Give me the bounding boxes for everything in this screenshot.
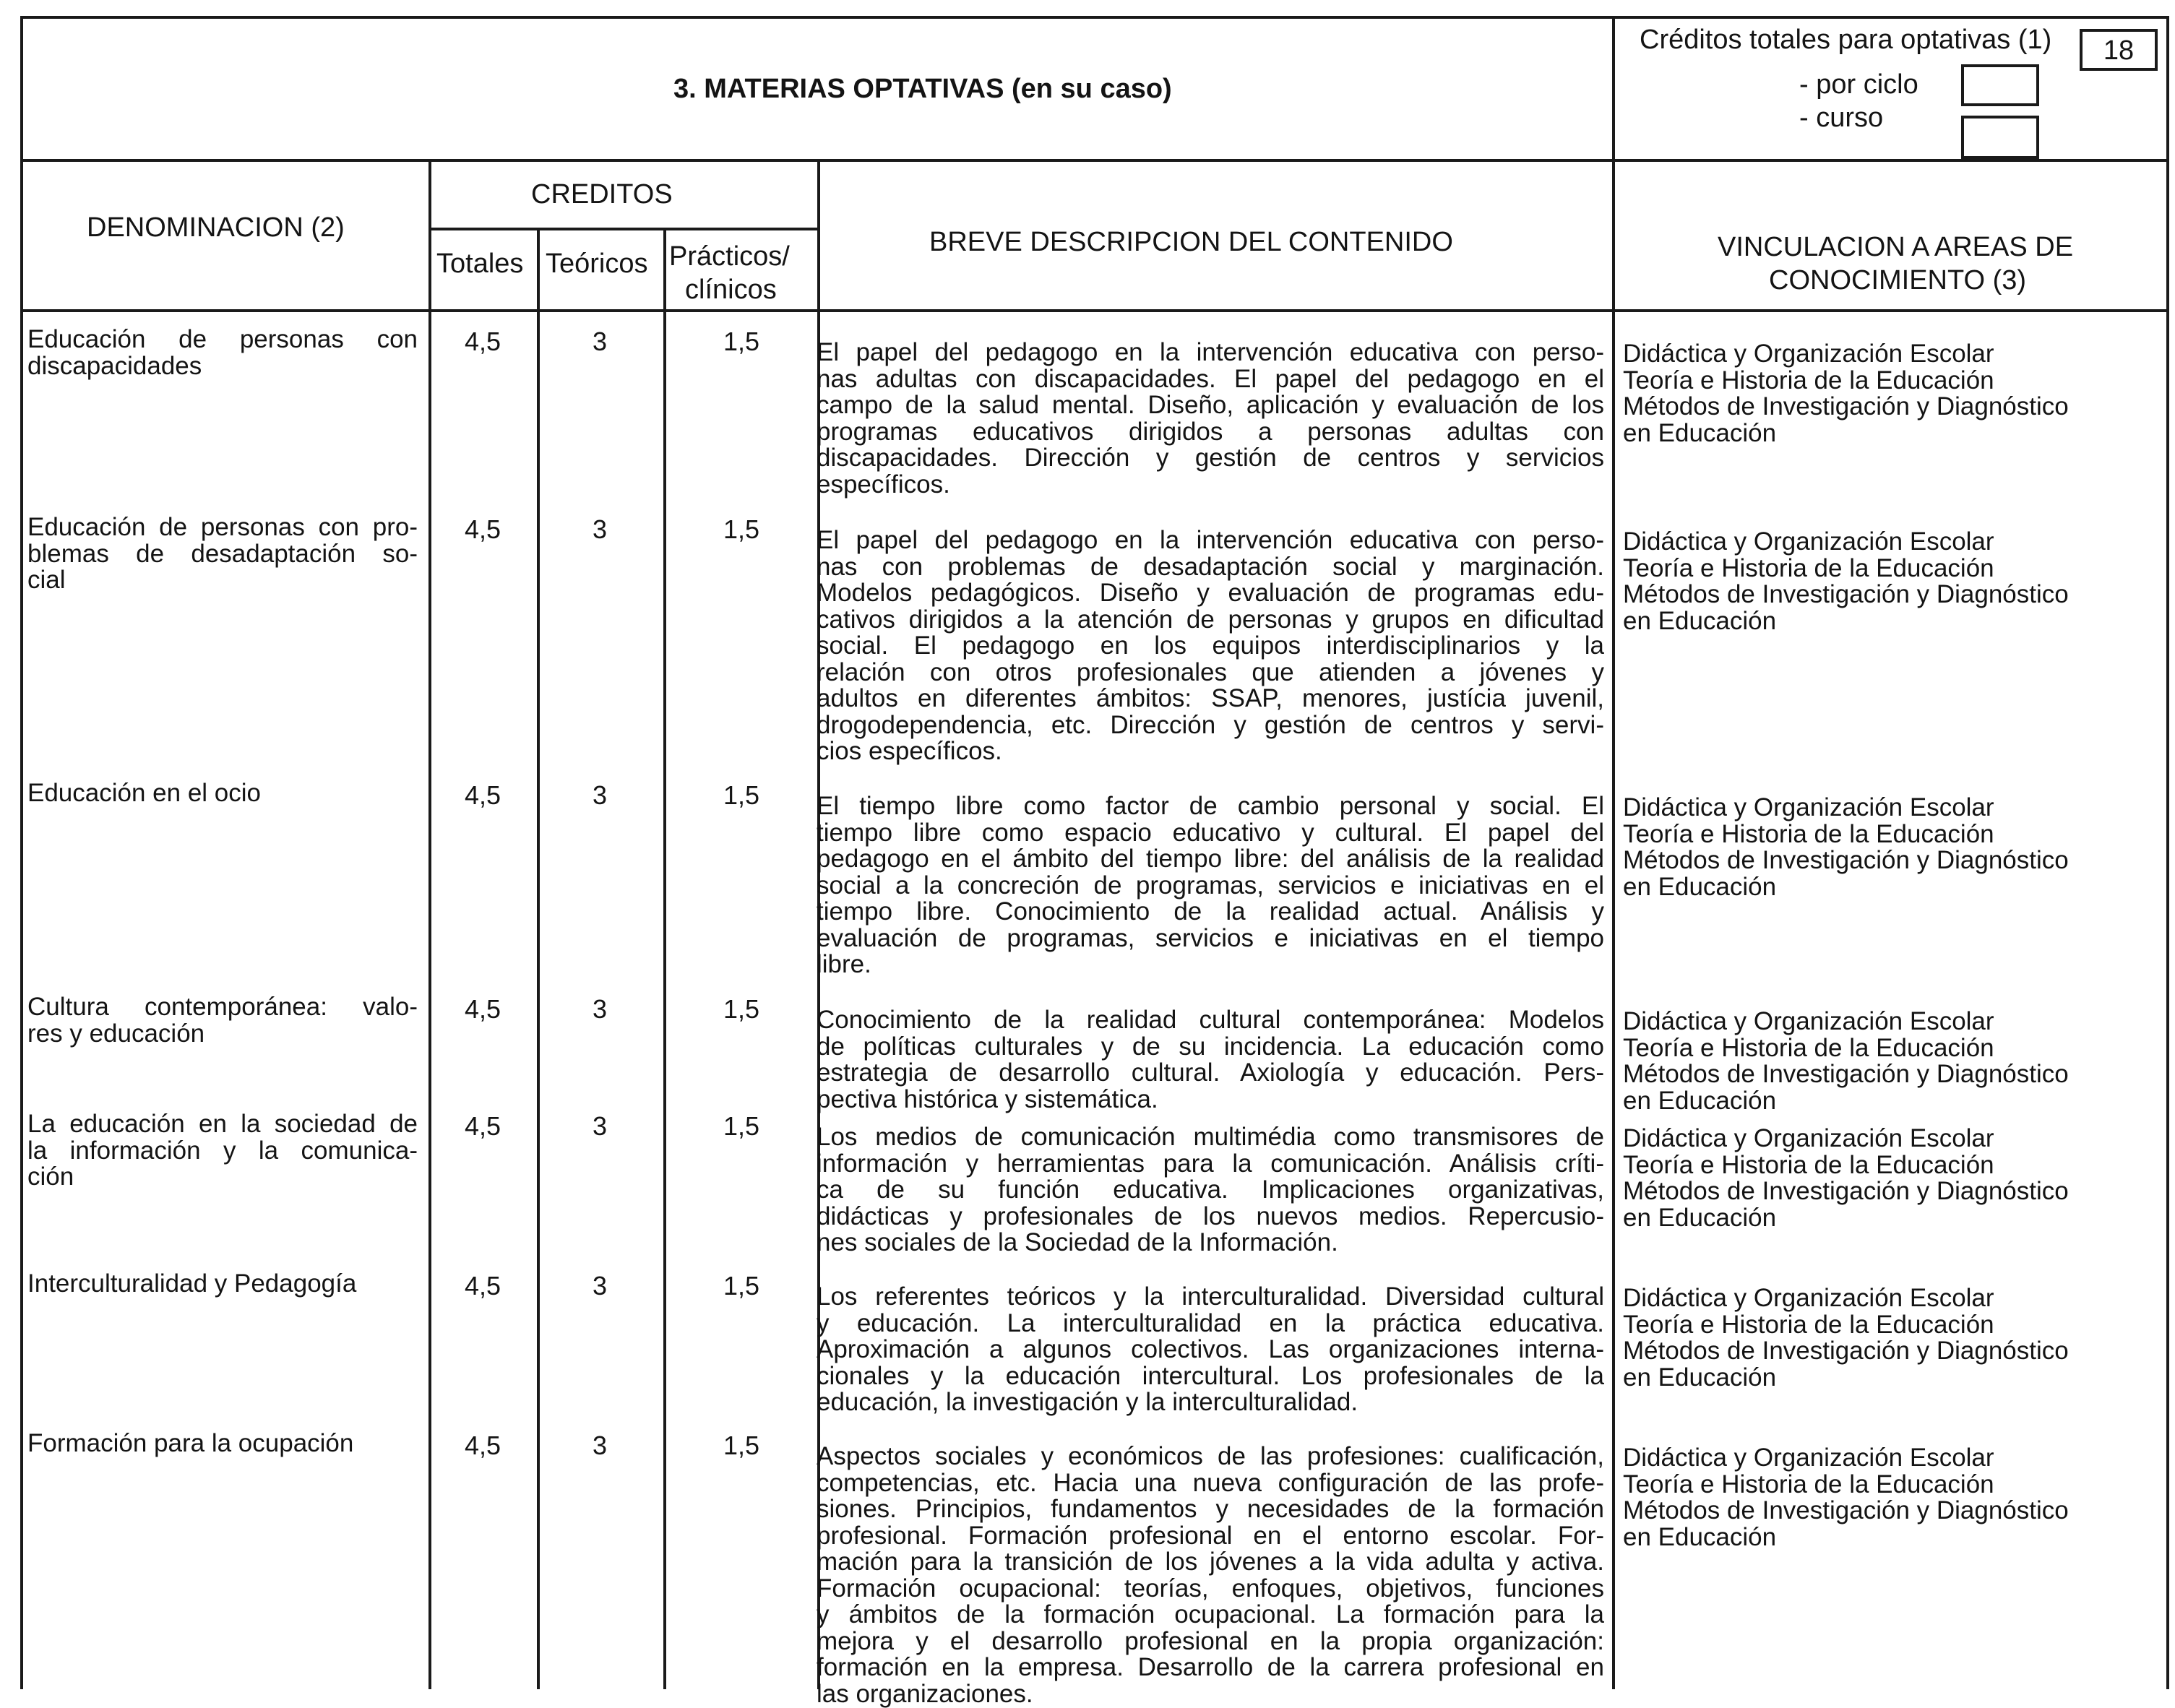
descripcion-line: Modelos pedagógicos. Diseño y evaluación de programas edu- bbox=[817, 579, 1604, 607]
practicos-value: 1,5 bbox=[723, 1431, 760, 1460]
curso-label: - curso bbox=[1799, 103, 1884, 133]
descripcion-line: educación, la investigación y la interculturalidad. bbox=[817, 1388, 1358, 1416]
area-conocimiento-line: Didáctica y Organización Escolar bbox=[1623, 793, 1994, 821]
table-border-top bbox=[20, 16, 2169, 19]
denominacion-line: Formación para la ocupación bbox=[27, 1429, 354, 1457]
teoricos-value: 3 bbox=[592, 780, 608, 810]
area-conocimiento-line: Métodos de Investigación y Diagnóstico bbox=[1623, 580, 2069, 608]
area-conocimiento-line: Teoría e Historia de la Educación bbox=[1623, 1150, 1994, 1179]
descripcion-line: competencias, etc. Hacia una nueva configuración de las profe- bbox=[817, 1468, 1604, 1497]
area-conocimiento-line: en Educación bbox=[1623, 1363, 1777, 1392]
area-conocimiento-line: Didáctica y Organización Escolar bbox=[1623, 340, 1994, 368]
descripcion-line: información y herramientas para la comunicación. Análisis críti- bbox=[817, 1149, 1604, 1178]
por-ciclo-label: - por ciclo bbox=[1799, 69, 1918, 100]
descripcion-line: drogodependencia, etc. Dirección y gestión de centros y servi- bbox=[817, 710, 1604, 739]
creditos-divider bbox=[428, 228, 820, 230]
areas-column-line bbox=[1612, 16, 1615, 1689]
table-border-left bbox=[20, 16, 23, 1689]
header-totales: Totales bbox=[436, 249, 524, 279]
column-header-divider bbox=[20, 309, 2169, 312]
descripcion-line: cativos dirigidos a la atención de personas y grupos en dificultad bbox=[817, 605, 1604, 634]
header-vinculacion-line2: CONOCIMIENTO (3) bbox=[1769, 265, 2027, 296]
header-practicos-line1: Prácticos/ bbox=[669, 241, 790, 272]
denominacion-line: Educación de personas con bbox=[27, 325, 418, 353]
totales-value: 4,5 bbox=[464, 514, 501, 544]
denominacion-line: res y educación bbox=[27, 1019, 205, 1048]
header-vinculacion-line1: VINCULACION A AREAS DE bbox=[1718, 232, 2074, 262]
area-conocimiento-line: Didáctica y Organización Escolar bbox=[1623, 1444, 1994, 1472]
header-divider bbox=[20, 159, 2169, 162]
practicos-column-line bbox=[663, 228, 666, 1689]
area-conocimiento-line: Teoría e Historia de la Educación bbox=[1623, 553, 1994, 582]
area-conocimiento-line: Didáctica y Organización Escolar bbox=[1623, 1007, 1994, 1035]
denominacion-line: ción bbox=[27, 1163, 74, 1191]
descripcion-line: cionales y la educación intercultural. Los profesionales de la bbox=[817, 1361, 1604, 1390]
descripcion-line: estrategia de desarrollo cultural. Axiología y educación. Pers- bbox=[817, 1058, 1604, 1087]
area-conocimiento-line: en Educación bbox=[1623, 1522, 1777, 1551]
curso-box bbox=[1961, 116, 2039, 159]
area-conocimiento-line: Teoría e Historia de la Educación bbox=[1623, 1470, 1994, 1498]
teoricos-column-line bbox=[537, 228, 540, 1689]
header-practicos-line2: clínicos bbox=[685, 275, 777, 305]
descripcion-line: discapacidades. Dirección y gestión de centros y servicios bbox=[817, 444, 1604, 472]
descripcion-line: de políticas culturales y de su incidencia. La educación como bbox=[817, 1032, 1604, 1061]
totales-value: 4,5 bbox=[464, 1271, 501, 1301]
totales-value: 4,5 bbox=[464, 327, 501, 356]
descripcion-line: las organizaciones. bbox=[817, 1679, 1033, 1708]
descripcion-line: pectiva histórica y sistemática. bbox=[817, 1084, 1158, 1113]
denominacion-line: Educación en el ocio bbox=[27, 779, 261, 807]
descripcion-line: y educación. La interculturalidad en la práctica educativa. bbox=[817, 1308, 1604, 1337]
area-conocimiento-line: Teoría e Historia de la Educación bbox=[1623, 819, 1994, 848]
creditos-totales-box bbox=[2080, 29, 2158, 71]
descripcion-line: específicos. bbox=[817, 470, 950, 499]
descripcion-line: mación para la transición de los jóvenes a la vida adulta y activa. bbox=[817, 1548, 1604, 1576]
descripcion-line: y ámbitos de la formación ocupacional. La formación para la bbox=[817, 1600, 1604, 1629]
table-border-right bbox=[2166, 16, 2169, 1689]
descripcion-line: formación en la empresa. Desarrollo de la carrera profesional en bbox=[817, 1653, 1604, 1681]
descripcion-line: Aspectos sociales y económicos de las profesiones: cualificación, bbox=[817, 1442, 1604, 1470]
descripcion-line: campo de la salud mental. Diseño, aplicación y evaluación de los bbox=[817, 391, 1604, 419]
descripcion-line: mejora y el desarrollo profesional en la propia organización: bbox=[817, 1626, 1604, 1655]
denominacion-line: Cultura contemporánea: valo- bbox=[27, 993, 418, 1021]
descripcion-line: tiempo libre. Conocimiento de la realidad actual. Análisis y bbox=[817, 897, 1604, 926]
header-teoricos: Teóricos bbox=[546, 249, 648, 279]
descripcion-line: ca de su función educativa. Implicaciones organizativas, bbox=[817, 1176, 1604, 1204]
area-conocimiento-line: en Educación bbox=[1623, 872, 1777, 901]
area-conocimiento-line: Didáctica y Organización Escolar bbox=[1623, 527, 1994, 556]
descripcion-line: nes sociales de la Sociedad de la Información. bbox=[817, 1228, 1338, 1256]
denominacion-line: la información y la comunica- bbox=[27, 1136, 418, 1165]
totales-value: 4,5 bbox=[464, 1111, 501, 1141]
descripcion-line: nas adultas con discapacidades. El papel del pedagogo en el bbox=[817, 364, 1604, 393]
optativas-table bbox=[20, 16, 2169, 1708]
area-conocimiento-line: en Educación bbox=[1623, 1203, 1777, 1232]
totales-value: 4,5 bbox=[464, 780, 501, 810]
teoricos-value: 3 bbox=[592, 1431, 608, 1460]
teoricos-value: 3 bbox=[592, 994, 608, 1024]
descripcion-line: siones. Principios, fundamentos y necesidades de la formación bbox=[817, 1495, 1604, 1523]
header-creditos: CREDITOS bbox=[531, 179, 673, 210]
descripcion-line: Conocimiento de la realidad cultural contemporánea: Modelos bbox=[817, 1006, 1604, 1034]
area-conocimiento-line: Didáctica y Organización Escolar bbox=[1623, 1124, 1994, 1152]
header-descripcion: BREVE DESCRIPCION DEL CONTENIDO bbox=[929, 227, 1453, 257]
descripcion-line: adultos en diferentes ámbitos: SSAP, menores, justícia juvenil, bbox=[817, 684, 1604, 712]
teoricos-value: 3 bbox=[592, 1271, 608, 1301]
descripcion-line: social a la concreción de programas, servicios e iniciativas en el bbox=[817, 871, 1604, 900]
denominacion-line: La educación en la sociedad de bbox=[27, 1110, 418, 1138]
creditos-totales-label: Créditos totales para optativas (1) bbox=[1640, 25, 2052, 55]
descripcion-line: libre. bbox=[817, 950, 871, 978]
teoricos-value: 3 bbox=[592, 514, 608, 544]
practicos-value: 1,5 bbox=[723, 780, 760, 810]
header-denominacion: DENOMINACION (2) bbox=[87, 212, 345, 243]
descripcion-line: Los medios de comunicación multimédia como transmisores de bbox=[817, 1123, 1604, 1151]
por-ciclo-box bbox=[1961, 64, 2039, 106]
descripcion-line: profesional. Formación profesional en el entorno escolar. For- bbox=[817, 1521, 1604, 1550]
descripcion-line: Los referentes teóricos y la interculturalidad. Diversidad cultural bbox=[817, 1282, 1604, 1311]
denominacion-line: Educación de personas con pro- bbox=[27, 513, 418, 541]
area-conocimiento-line: Teoría e Historia de la Educación bbox=[1623, 1033, 1994, 1062]
area-conocimiento-line: Métodos de Investigación y Diagnóstico bbox=[1623, 1337, 2069, 1365]
totales-value: 4,5 bbox=[464, 1431, 501, 1460]
descripcion-line: Aproximación a algunos colectivos. Las organizaciones interna- bbox=[817, 1335, 1604, 1363]
denominacion-line: cial bbox=[27, 566, 66, 594]
descripcion-line: social. El pedagogo en los equipos interdisciplinarios y la bbox=[817, 631, 1604, 660]
teoricos-value: 3 bbox=[592, 327, 608, 356]
area-conocimiento-line: en Educación bbox=[1623, 606, 1777, 635]
descripcion-line: tiempo libre como espacio educativo y cultural. El papel del bbox=[817, 818, 1604, 847]
area-conocimiento-line: Teoría e Historia de la Educación bbox=[1623, 1310, 1994, 1339]
descripcion-line: El papel del pedagogo en la intervención educativa con perso- bbox=[817, 526, 1604, 554]
descripcion-line: El tiempo libre como factor de cambio personal y social. El bbox=[817, 792, 1604, 820]
practicos-value: 1,5 bbox=[723, 1111, 760, 1141]
practicos-value: 1,5 bbox=[723, 514, 760, 544]
descripcion-line: Formación ocupacional: teorías, enfoques, objetivos, funciones bbox=[817, 1574, 1604, 1603]
descripcion-line: relación con otros profesionales que atienden a jóvenes y bbox=[817, 657, 1604, 686]
practicos-value: 1,5 bbox=[723, 327, 760, 356]
denominacion-line: Interculturalidad y Pedagogía bbox=[27, 1269, 357, 1298]
area-conocimiento-line: en Educación bbox=[1623, 1086, 1777, 1115]
area-conocimiento-line: Métodos de Investigación y Diagnóstico bbox=[1623, 392, 2069, 420]
creditos-totales-value: 18 bbox=[2103, 35, 2135, 66]
descripcion-line: pedagogo en el ámbito del tiempo libre: del análisis de la realidad bbox=[817, 845, 1604, 873]
denominacion-line: blemas de desadaptación so- bbox=[27, 539, 418, 568]
area-conocimiento-line: Métodos de Investigación y Diagnóstico bbox=[1623, 846, 2069, 874]
area-conocimiento-line: Métodos de Investigación y Diagnóstico bbox=[1623, 1177, 2069, 1205]
practicos-value: 1,5 bbox=[723, 1271, 760, 1301]
descripcion-line: cios específicos. bbox=[817, 737, 1002, 765]
denominacion-line: discapacidades bbox=[27, 351, 202, 380]
totales-value: 4,5 bbox=[464, 994, 501, 1024]
area-conocimiento-line: Métodos de Investigación y Diagnóstico bbox=[1623, 1496, 2069, 1524]
area-conocimiento-line: en Educación bbox=[1623, 418, 1777, 447]
descripcion-line: El papel del pedagogo en la intervención educativa con perso- bbox=[817, 338, 1604, 366]
descripcion-line: nas con problemas de desadaptación social y marginación. bbox=[817, 552, 1604, 581]
descripcion-line: evaluación de programas, servicios e iniciativas en el tiempo bbox=[817, 923, 1604, 952]
section-title: 3. MATERIAS OPTATIVAS (en su caso) bbox=[673, 74, 1172, 104]
area-conocimiento-line: Teoría e Historia de la Educación bbox=[1623, 366, 1994, 394]
descripcion-line: programas educativos dirigidos a personas adultas con bbox=[817, 417, 1604, 446]
descripcion-line: didácticas y profesionales de los nuevos medios. Repercusio- bbox=[817, 1202, 1604, 1230]
practicos-value: 1,5 bbox=[723, 994, 760, 1024]
area-conocimiento-line: Didáctica y Organización Escolar bbox=[1623, 1284, 1994, 1312]
creditos-column-line bbox=[428, 159, 431, 1689]
teoricos-value: 3 bbox=[592, 1111, 608, 1141]
area-conocimiento-line: Métodos de Investigación y Diagnóstico bbox=[1623, 1060, 2069, 1088]
